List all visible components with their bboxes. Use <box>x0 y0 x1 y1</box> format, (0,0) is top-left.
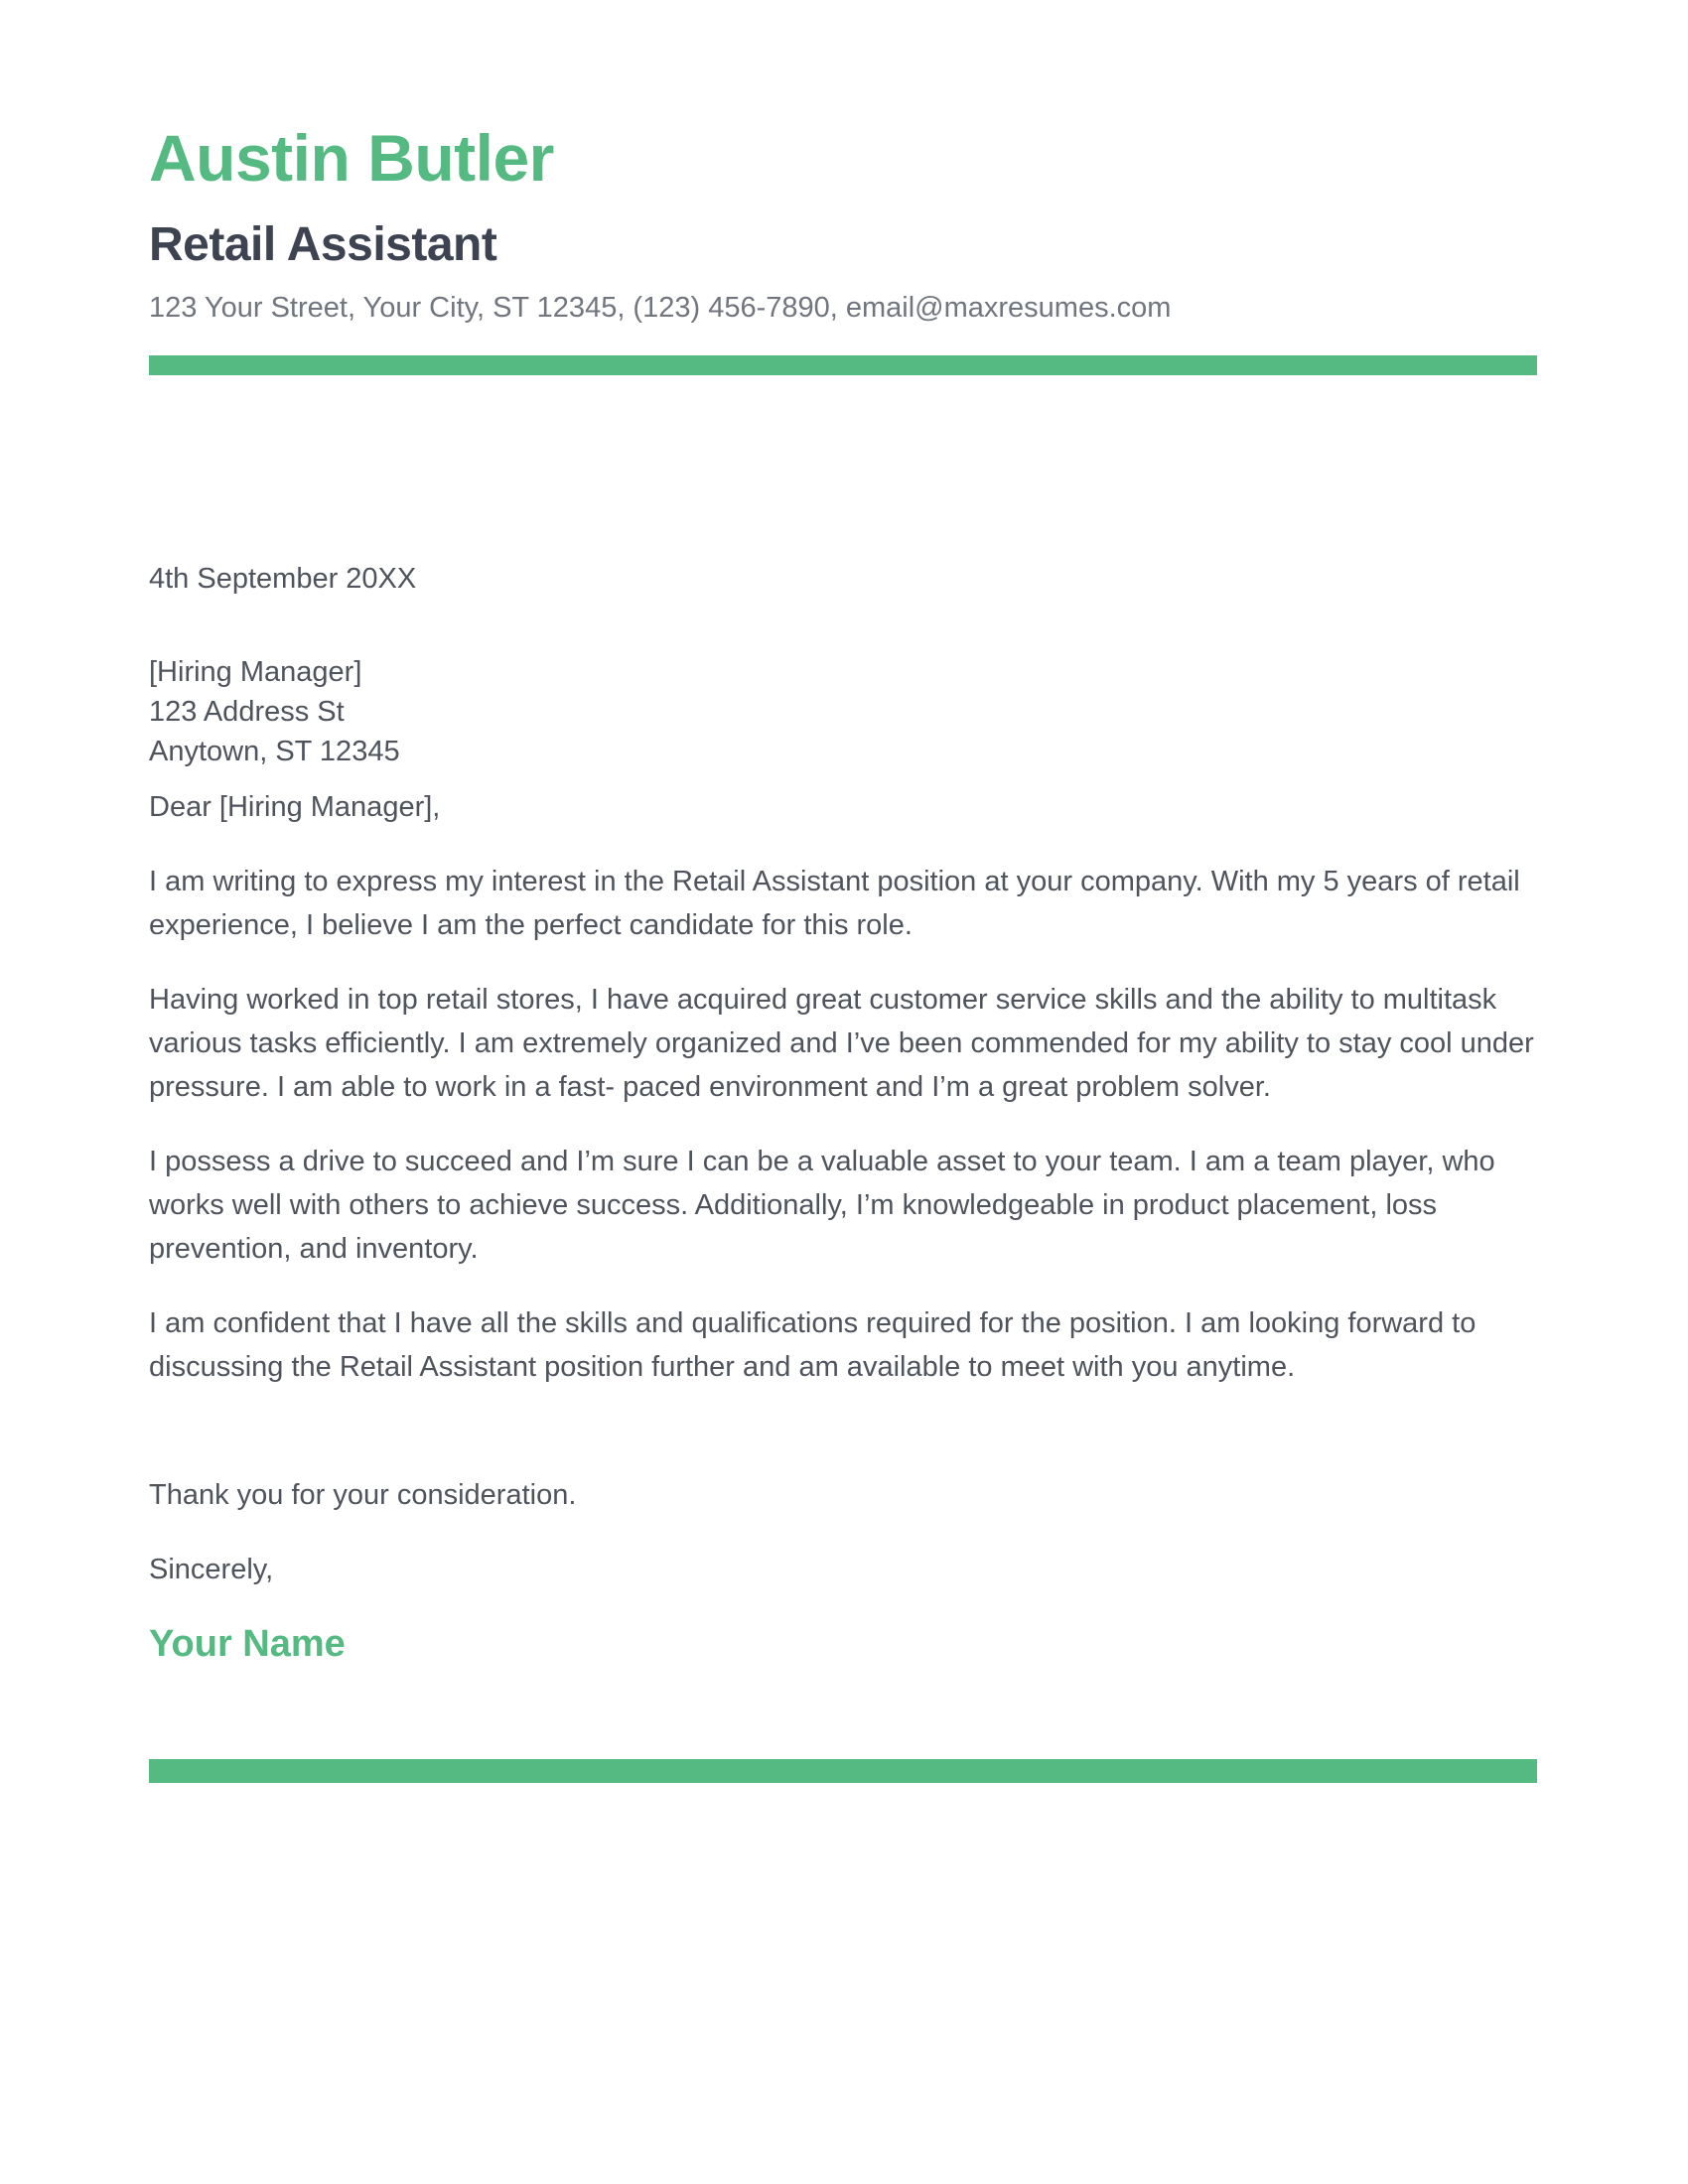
recipient-line: 123 Address St <box>149 695 345 728</box>
salutation: Dear [Hiring Manager], <box>149 790 441 823</box>
letter-body <box>149 557 1537 1666</box>
header-accent-bar <box>149 355 1537 375</box>
recipient-line: Anytown, ST 12345 <box>149 735 400 767</box>
thanks-line: Thank you for your consideration. <box>149 1478 577 1511</box>
recipient-line: [Hiring Manager] <box>149 655 362 688</box>
body-paragraph: I am confident that I have all the skills and qualifications required for the position. I am looking forward to discussing the Retail Assistant position further and am available to meet with you anytime. <box>149 1306 1477 1383</box>
body-paragraph: Having worked in top retail stores, I have acquired great customer service skills and the ability to multitask various tasks efficiently. I am extremely organized and I’ve been commended for my ability to stay cool under pressure. I am able to work in a fast- paced environment and I’m a great problem solver. <box>149 983 1534 1103</box>
body-paragraph: I possess a drive to succeed and I’m sure I can be a valuable asset to your team. I am a team player, who works well with others to achieve success. Additionally, I’m knowledgeable in product placement, loss prevention, and inventory. <box>149 1145 1495 1265</box>
contact-info-line: 123 Your Street, Your City, ST 12345, (123) 456-7890, email@maxresumes.com <box>149 292 1172 324</box>
signature-name: Your Name <box>149 1622 346 1665</box>
footer-accent-bar <box>149 1759 1537 1783</box>
applicant-name: Austin Butler <box>149 121 554 195</box>
recipient-address-block <box>149 652 1537 771</box>
body-paragraph: I am writing to express my interest in the Retail Assistant position at your company. With my 5 years of retail experience, I believe I am the perfect candidate for this role. <box>149 865 1520 941</box>
job-title: Retail Assistant <box>149 218 497 271</box>
closing-line: Sincerely, <box>149 1553 274 1585</box>
letter-date: 4th September 20XX <box>149 562 417 595</box>
